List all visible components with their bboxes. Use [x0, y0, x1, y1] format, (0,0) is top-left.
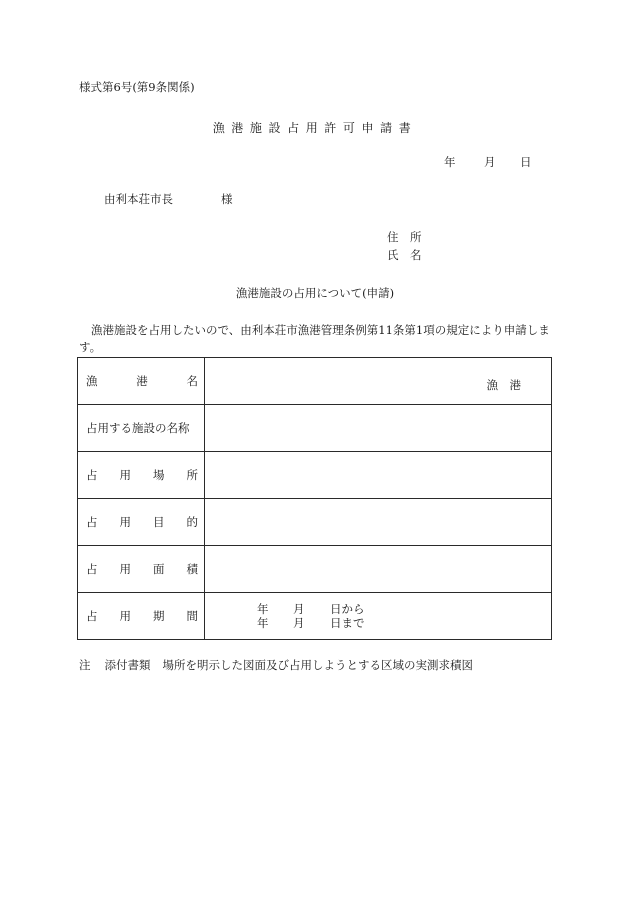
- application-form-table: [77, 357, 552, 640]
- area-label-char: 積: [186, 562, 198, 576]
- area-label: [78, 546, 205, 593]
- location-field[interactable]: [205, 452, 552, 499]
- period-from-year: 年: [257, 602, 269, 616]
- row-period: [78, 593, 552, 640]
- period-field[interactable]: [205, 593, 552, 640]
- facility-name-field[interactable]: [205, 405, 552, 452]
- document-title: 漁港施設占用許可申請書: [212, 121, 418, 135]
- note-prefix: 注: [79, 658, 91, 672]
- row-purpose: [78, 499, 552, 546]
- row-facility-name: [78, 405, 552, 452]
- attachment-note: [79, 660, 473, 672]
- subject-line: 漁港施設の占用について(申請): [235, 286, 395, 300]
- date-day-label: 日: [520, 155, 532, 169]
- period-label-char: 用: [119, 609, 131, 623]
- period-label: [78, 593, 205, 640]
- port-name-field[interactable]: [205, 358, 552, 405]
- location-label-char: 場: [153, 468, 165, 482]
- addressee-name: 由利本荘市長: [104, 192, 173, 206]
- location-label-char: 占: [86, 468, 98, 482]
- period-from: [257, 602, 551, 616]
- location-label-char: 所: [186, 468, 198, 482]
- date-year-label: 年: [444, 155, 456, 169]
- port-name-label-char: 港: [136, 374, 148, 388]
- note-text: 場所を明示した図面及び占用しようとする区域の実測求積図: [162, 658, 473, 672]
- location-label-char: 用: [119, 468, 131, 482]
- area-field[interactable]: [205, 546, 552, 593]
- purpose-field[interactable]: [205, 499, 552, 546]
- application-statement: 漁港施設を占用したいので、由利本荘市漁港管理条例第11条第1項の規定により申請します。: [79, 323, 550, 354]
- purpose-label-char: 占: [86, 515, 98, 529]
- period-to-month: 月: [293, 616, 305, 630]
- date-month-label: 月: [484, 155, 496, 169]
- purpose-label-char: 的: [186, 515, 198, 529]
- period-from-month: 月: [293, 602, 305, 616]
- port-name-label-char: 名: [186, 374, 198, 388]
- row-location: [78, 452, 552, 499]
- note-label: 添付書類: [104, 658, 151, 672]
- addressee-honorific: 様: [221, 192, 233, 206]
- facility-name-label: 占用する施設の名称: [78, 405, 205, 452]
- period-label-char: 占: [86, 609, 98, 623]
- purpose-label-char: 用: [119, 515, 131, 529]
- row-port-name: [78, 358, 552, 405]
- period-label-char: 期: [153, 609, 165, 623]
- period-to-day: 日まで: [330, 616, 365, 630]
- port-name-suffix: 漁 港: [486, 378, 521, 392]
- application-date: [444, 157, 532, 169]
- purpose-label: [78, 499, 205, 546]
- location-label: [78, 452, 205, 499]
- port-name-label: [78, 358, 205, 405]
- period-to-year: 年: [257, 616, 269, 630]
- port-name-label-char: 漁: [86, 374, 98, 388]
- area-label-char: 面: [153, 562, 165, 576]
- area-label-char: 用: [119, 562, 131, 576]
- area-label-char: 占: [86, 562, 98, 576]
- row-area: [78, 546, 552, 593]
- addressee: [104, 194, 233, 206]
- purpose-label-char: 目: [153, 515, 165, 529]
- period-from-day: 日から: [330, 602, 365, 616]
- period-to: [257, 616, 551, 630]
- applicant-address-label: 住 所: [387, 230, 422, 244]
- form-number: 様式第6号(第9条関係): [79, 80, 195, 94]
- applicant-name-label: 氏 名: [387, 248, 422, 262]
- period-label-char: 間: [186, 609, 198, 623]
